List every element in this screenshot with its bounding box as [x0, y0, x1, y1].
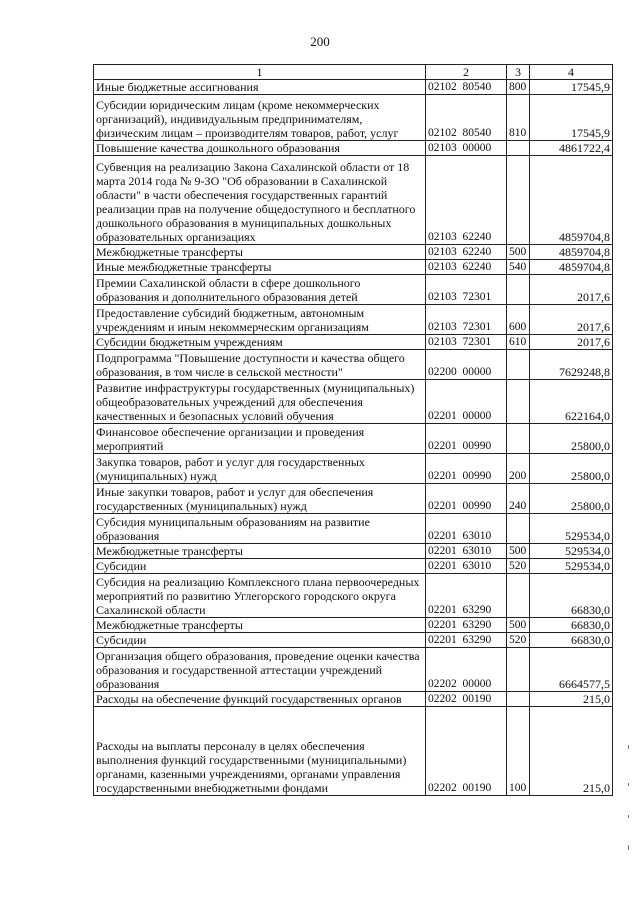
- row-amount: 17545,9: [530, 95, 613, 141]
- table-row: [94, 95, 613, 141]
- row-expense-type: 200: [507, 454, 530, 484]
- row-target-code: 02201 63010: [426, 559, 507, 574]
- row-amount: 215,0: [530, 692, 613, 707]
- row-amount: 25800,0: [530, 484, 613, 514]
- row-expense-type: [507, 574, 530, 618]
- table-row: [94, 544, 613, 559]
- row-target-code: 02201 63010: [426, 514, 507, 544]
- row-name: Финансовое обеспечение организации и проведения мероприятий: [94, 424, 426, 454]
- row-expense-type: 810: [507, 95, 530, 141]
- table-row: [94, 514, 613, 544]
- row-target-code: 02201 00000: [426, 380, 507, 424]
- row-name: Закупка товаров, работ и услуг для государственных (муниципальных) нужд: [94, 454, 426, 484]
- row-amount: 2017,6: [530, 275, 613, 305]
- table-row: [94, 424, 613, 454]
- row-amount: 622164,0: [530, 380, 613, 424]
- row-name: Субсидии юридическим лицам (кроме некоммерческих организаций), индивидуальным предпринимателям, физическим лицам – производителям товаров, работ, услуг: [94, 95, 426, 141]
- row-amount: 25800,0: [530, 454, 613, 484]
- row-name: Расходы на выплаты персоналу в целях обеспечения выполнения функций государственными (муниципальными) органами, казенными учреждениями, органами управления государственными внебюджетными фондами: [94, 707, 426, 796]
- row-name: Организация общего образования, проведение оценки качества образования и государственной аттестации учреждений образования: [94, 648, 426, 692]
- row-name: Субсидия на реализацию Комплексного плана первоочередных мероприятий по развитию Углегорского городского округа Сахалинской области: [94, 574, 426, 618]
- table-row: [94, 618, 613, 633]
- table-row: [94, 275, 613, 305]
- row-expense-type: [507, 141, 530, 156]
- row-name: Подпрограмма "Повышение доступности и качества общего образования, в том числе в сельской местности": [94, 350, 426, 380]
- table-row: [94, 141, 613, 156]
- row-name: Иные закупки товаров, работ и услуг для обеспечения государственных (муниципальных) нужд: [94, 484, 426, 514]
- row-expense-type: 100: [507, 707, 530, 796]
- row-expense-type: 520: [507, 633, 530, 648]
- table-row: [94, 260, 613, 275]
- row-amount: 2017,6: [530, 335, 613, 350]
- header-col-1: 1: [94, 65, 426, 80]
- scan-edge-marks: [626, 745, 632, 855]
- row-amount: 529534,0: [530, 514, 613, 544]
- row-amount: 66830,0: [530, 633, 613, 648]
- table-row: [94, 245, 613, 260]
- table-row: [94, 484, 613, 514]
- row-amount: 6664577,5: [530, 648, 613, 692]
- row-amount: 17545,9: [530, 80, 613, 95]
- row-amount: 66830,0: [530, 618, 613, 633]
- row-expense-type: 240: [507, 484, 530, 514]
- row-target-code: 02200 00000: [426, 350, 507, 380]
- row-target-code: 02103 72301: [426, 305, 507, 335]
- row-expense-type: 800: [507, 80, 530, 95]
- row-expense-type: [507, 692, 530, 707]
- row-expense-type: 500: [507, 618, 530, 633]
- table-row: [94, 633, 613, 648]
- row-expense-type: 500: [507, 544, 530, 559]
- row-amount: 66830,0: [530, 574, 613, 618]
- row-name: Субсидия муниципальным образованиям на развитие образования: [94, 514, 426, 544]
- row-target-code: 02103 72301: [426, 275, 507, 305]
- row-name: Субсидии: [94, 559, 426, 574]
- page-number: 200: [310, 34, 330, 49]
- table-row: [94, 648, 613, 692]
- row-expense-type: [507, 275, 530, 305]
- row-target-code: 02103 72301: [426, 335, 507, 350]
- row-name: Повышение качества дошкольного образования: [94, 141, 426, 156]
- table-row: [94, 156, 613, 245]
- row-target-code: 02201 00990: [426, 454, 507, 484]
- row-expense-type: [507, 424, 530, 454]
- table-row: [94, 350, 613, 380]
- table-row: [94, 559, 613, 574]
- row-name: Иные межбюджетные трансферты: [94, 260, 426, 275]
- table-row: [94, 80, 613, 95]
- row-expense-type: 520: [507, 559, 530, 574]
- row-expense-type: 500: [507, 245, 530, 260]
- row-target-code: 02202 00000: [426, 648, 507, 692]
- row-target-code: 02202 00190: [426, 707, 507, 796]
- row-amount: 4859704,8: [530, 156, 613, 245]
- row-expense-type: [507, 380, 530, 424]
- table-row: [94, 707, 613, 796]
- table-row: [94, 380, 613, 424]
- header-col-3: 3: [507, 65, 530, 80]
- table-row: [94, 335, 613, 350]
- row-amount: 25800,0: [530, 424, 613, 454]
- row-name: Межбюджетные трансферты: [94, 544, 426, 559]
- row-expense-type: 610: [507, 335, 530, 350]
- row-name: Развитие инфраструктуры государственных (муниципальных) общеобразовательных учреждений для обеспечения качественных и безопасных условий обучения: [94, 380, 426, 424]
- row-expense-type: [507, 156, 530, 245]
- row-name: Предоставление субсидий бюджетным, автономным учреждениям и иным некоммерческим организациям: [94, 305, 426, 335]
- row-target-code: 02201 63010: [426, 544, 507, 559]
- row-target-code: 02201 63290: [426, 633, 507, 648]
- row-expense-type: [507, 514, 530, 544]
- row-target-code: 02201 63290: [426, 574, 507, 618]
- row-name: Субсидии бюджетным учреждениям: [94, 335, 426, 350]
- row-name: Иные бюджетные ассигнования: [94, 80, 426, 95]
- column-number-row: [94, 65, 613, 80]
- row-target-code: 02202 00190: [426, 692, 507, 707]
- row-target-code: 02103 62240: [426, 260, 507, 275]
- row-amount: 2017,6: [530, 305, 613, 335]
- row-expense-type: [507, 350, 530, 380]
- row-name: Расходы на обеспечение функций государственных органов: [94, 692, 426, 707]
- row-amount: 4859704,8: [530, 260, 613, 275]
- row-amount: 529534,0: [530, 544, 613, 559]
- row-target-code: 02103 00000: [426, 141, 507, 156]
- row-target-code: 02201 00990: [426, 484, 507, 514]
- header-col-2: 2: [426, 65, 507, 80]
- row-expense-type: [507, 648, 530, 692]
- row-name: Межбюджетные трансферты: [94, 245, 426, 260]
- row-target-code: 02102 80540: [426, 95, 507, 141]
- budget-table: [93, 64, 613, 796]
- row-name: Премии Сахалинской области в сфере дошкольного образования и дополнительного образования детей: [94, 275, 426, 305]
- row-target-code: 02201 00990: [426, 424, 507, 454]
- row-amount: 529534,0: [530, 559, 613, 574]
- row-amount: 7629248,8: [530, 350, 613, 380]
- row-target-code: 02103 62240: [426, 245, 507, 260]
- table-row: [94, 574, 613, 618]
- row-target-code: 02102 80540: [426, 80, 507, 95]
- row-expense-type: 540: [507, 260, 530, 275]
- row-name: Субвенция на реализацию Закона Сахалинской области от 18 марта 2014 года № 9-ЗО "Об образовании в Сахалинской области" в части обеспечения государственных гарантий реализации прав на получение общедоступного и бесплатного дошкольного образования в муниципальных дошкольных образовательных организациях: [94, 156, 426, 245]
- table-row: [94, 305, 613, 335]
- row-target-code: 02103 62240: [426, 156, 507, 245]
- table-row: [94, 692, 613, 707]
- row-amount: 4859704,8: [530, 245, 613, 260]
- table-body: [94, 80, 613, 796]
- header-col-4: 4: [530, 65, 613, 80]
- row-name: Межбюджетные трансферты: [94, 618, 426, 633]
- row-target-code: 02201 63290: [426, 618, 507, 633]
- row-expense-type: 600: [507, 305, 530, 335]
- row-name: Субсидии: [94, 633, 426, 648]
- row-amount: 4861722,4: [530, 141, 613, 156]
- table-row: [94, 454, 613, 484]
- row-amount: 215,0: [530, 707, 613, 796]
